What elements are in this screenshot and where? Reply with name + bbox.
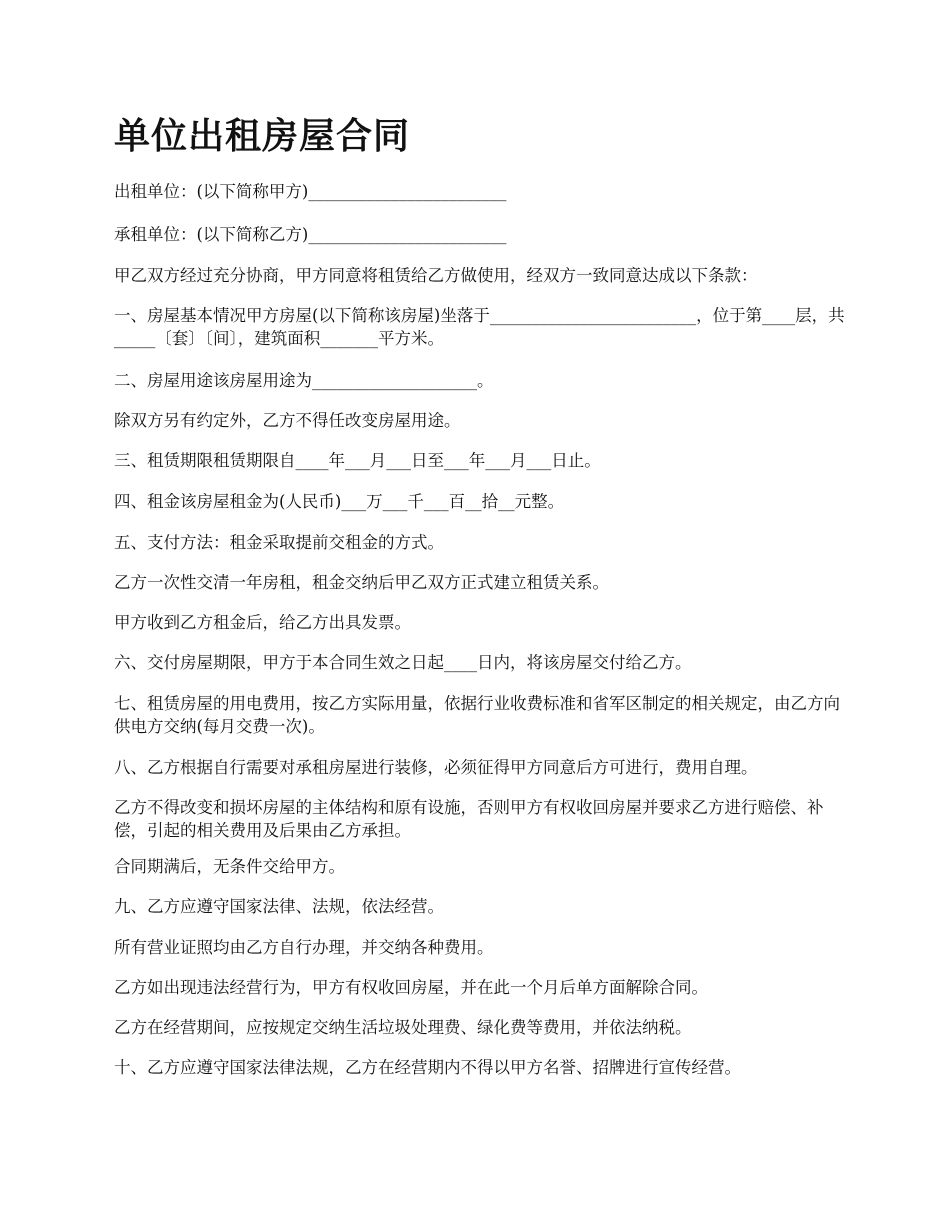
paragraph-clause-9-note-3: 乙方在经营期间，应按规定交纳生活垃圾处理费、绿化费等费用，并依法纳税。: [114, 1018, 692, 1037]
paragraph-clause-9-note-2: 乙方如出现违法经营行为，甲方有权收回房屋，并在此一个月后单方面解除合同。: [114, 978, 708, 997]
paragraph-clause-6: 六、交付房屋期限，甲方于本合同生效之日起____日内，将该房屋交付给乙方。: [114, 653, 692, 672]
paragraph-clause-7: 七、租赁房屋的用电费用，按乙方实际用量，依据行业收费标准和省军区制定的相关规定，由乙方向供电方交纳(每月交费一次)。: [114, 694, 840, 736]
paragraph-clause-1: 一、房屋基本情况甲方房屋(以下简称该房屋)坐落于_________________________，位于第____层，共_____〔套〕〔间〕，建筑面积_______平方米。: [114, 306, 845, 348]
paragraph-clause-8: 八、乙方根据自行需要对承租房屋进行装修，必须征得甲方同意后方可进行，费用自理。: [114, 758, 758, 777]
paragraph-clause-9-note-1: 所有营业证照均由乙方自行办理，并交纳各种费用。: [114, 938, 494, 957]
paragraph-clause-5: 五、支付方法：租金采取提前交租金的方式。: [114, 533, 444, 552]
document-title: 单位出租房屋合同: [114, 115, 411, 157]
paragraph-clause-4: 四、租金该房屋租金为(人民币)___万___千___百__拾__元整。: [114, 492, 565, 511]
paragraph-lessor: 出租单位：(以下简称甲方)________________________: [114, 182, 507, 201]
paragraph-clause-8-note-2: 合同期满后，无条件交给甲方。: [114, 857, 345, 876]
paragraph-clause-5-note-1: 乙方一次性交清一年房租，租金交纳后甲乙双方正式建立租赁关系。: [114, 573, 609, 592]
paragraph-clause-2: 二、房屋用途该房屋用途为____________________。: [114, 371, 494, 390]
paragraph-preamble: 甲乙双方经过充分协商，甲方同意将租赁给乙方做使用，经双方一致同意达成以下条款：: [114, 266, 758, 285]
paragraph-clause-2-note: 除双方另有约定外，乙方不得任改变房屋用途。: [114, 411, 461, 430]
paragraph-clause-10: 十、乙方应遵守国家法律法规，乙方在经营期内不得以甲方名誉、招牌进行宣传经营。: [114, 1058, 741, 1077]
paragraph-clause-8-note-1: 乙方不得改变和损坏房屋的主体结构和原有设施，否则甲方有权收回房屋并要求乙方进行赔偿、补偿，引起的相关费用及后果由乙方承担。: [114, 798, 824, 840]
paragraph-clause-3: 三、租赁期限租赁期限自____年___月___日至___年___月___日止。: [114, 451, 601, 470]
paragraph-clause-9: 九、乙方应遵守国家法律、法规，依法经营。: [114, 897, 444, 916]
paragraph-clause-5-note-2: 甲方收到乙方租金后，给乙方出具发票。: [114, 613, 411, 632]
paragraph-lessee: 承租单位：(以下简称乙方)________________________: [114, 225, 507, 244]
